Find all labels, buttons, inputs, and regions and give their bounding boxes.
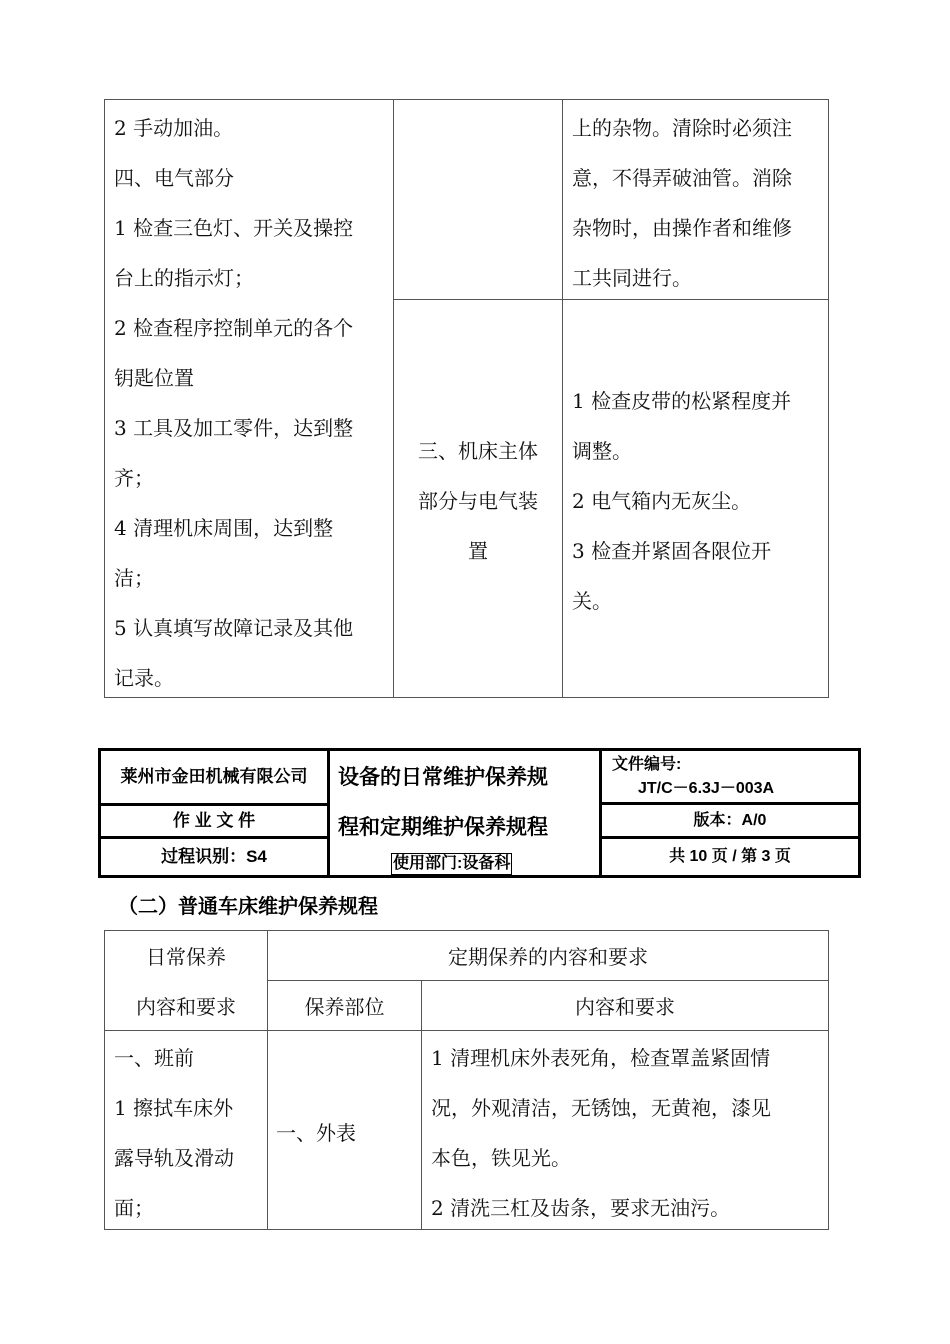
text-line: 四、电气部分 <box>114 166 234 190</box>
text-line: 工共同进行。 <box>572 266 692 290</box>
text-line: 3 检查并紧固各限位开 <box>572 539 772 563</box>
header-daily-line2: 内容和要求 <box>136 995 236 1019</box>
process-id: 过程识别：S4 <box>161 847 267 866</box>
header-row-line <box>599 802 861 805</box>
document-title-line2: 程和定期维护保养规程 <box>338 816 548 839</box>
text-line: 1 检查三色灯、开关及操控 <box>114 216 354 240</box>
text-line: 4 清理机床周围，达到整 <box>114 516 334 540</box>
text-line: 一、班前 <box>114 1046 194 1070</box>
header-part: 保养部位 <box>304 995 385 1019</box>
text-line: 上的杂物。清除时必须注 <box>572 116 792 140</box>
text-line: 3 工具及加工零件，达到整 <box>114 416 354 440</box>
text-line: 2 电气箱内无灰尘。 <box>572 489 752 513</box>
header-daily-line1: 日常保养 <box>146 945 226 969</box>
text-line: 1 擦拭车床外 <box>114 1096 234 1120</box>
text-line: 面； <box>114 1196 154 1220</box>
header-row-line <box>98 836 329 839</box>
text-line: 洁； <box>114 566 154 590</box>
table1-border-bottom <box>104 697 829 698</box>
document-title-line1: 设备的日常维护保养规 <box>338 766 548 789</box>
header-border-bottom <box>98 875 861 878</box>
header-row-line <box>599 836 861 839</box>
section-title: （二）普通车床维护保养规程 <box>118 896 378 918</box>
text-line: 1 检查皮带的松紧程度并 <box>572 389 792 413</box>
table2-border-right <box>828 930 829 1230</box>
maintenance-part-exterior: 一、外表 <box>276 1121 356 1145</box>
text-line: 齐； <box>114 466 154 490</box>
text-line: 杂物时，由操作者和维修 <box>572 216 792 240</box>
header-border-right <box>858 748 861 878</box>
header-periodic: 定期保养的内容和要求 <box>448 945 648 969</box>
text-line: 5 认真填写故障记录及其他 <box>114 616 354 640</box>
text-line: 2 检查程序控制单元的各个 <box>114 316 354 340</box>
text-line: 况，外观清洁，无锈蚀，无黄袍，漆见 <box>431 1096 771 1120</box>
file-number: JT/C－6.3J－003A <box>638 780 775 797</box>
table1-divider-2 <box>562 99 563 698</box>
table2-border-top <box>104 930 829 931</box>
header-divider-1 <box>327 748 330 878</box>
text-line: 调整。 <box>572 439 632 463</box>
text-line: 台上的指示灯； <box>114 266 254 290</box>
text-line: 关。 <box>572 589 612 613</box>
table1-border-right <box>828 99 829 698</box>
text-line: 记录。 <box>114 666 174 690</box>
table1-divider-1 <box>393 99 394 698</box>
text-line: 2 手动加油。 <box>114 116 234 140</box>
header-content: 内容和要求 <box>575 995 675 1019</box>
table1-border-top <box>104 99 829 100</box>
version: 版本：A/0 <box>693 812 767 829</box>
page-count: 共 10 页 / 第 3 页 <box>669 848 791 865</box>
file-number-label: 文件编号: <box>612 756 682 773</box>
text-line: 露导轨及滑动 <box>114 1146 234 1170</box>
text-line: 三、机床主体 <box>418 439 538 463</box>
text-line: 2 清洗三杠及齿条，要求无油污。 <box>431 1196 731 1220</box>
text-line: 1 清理机床外表死角，检查罩盖紧固情 <box>431 1046 771 1070</box>
text-line: 本色，铁见光。 <box>431 1146 571 1170</box>
text-line: 置 <box>468 539 488 563</box>
table1-border-left <box>104 99 105 698</box>
document-type: 作 业 文 件 <box>172 811 256 830</box>
department: 使用部门:设备科 <box>391 853 512 875</box>
text-line: 部分与电气装 <box>418 489 538 513</box>
text-line: 意，不得弄破油管。消除 <box>572 166 792 190</box>
header-border-top <box>98 748 861 751</box>
company-name: 莱州市金田机械有限公司 <box>120 767 308 786</box>
text-line: 钥匙位置 <box>114 366 194 390</box>
